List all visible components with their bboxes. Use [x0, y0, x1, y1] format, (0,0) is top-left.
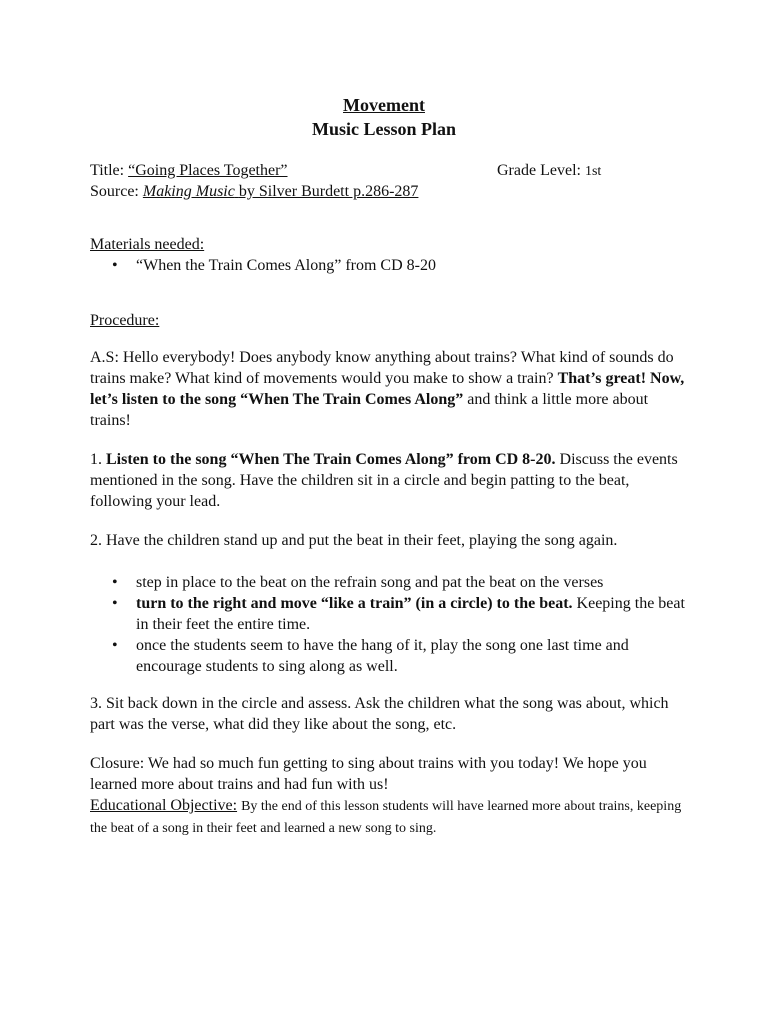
step-2: 2. Have the children stand up and put the beat in their feet, playing the song again. — [90, 532, 618, 549]
category-heading — [0, 94, 768, 116]
grade-label: Grade Level: — [497, 162, 581, 179]
as-text-part2: and think a little more about trains! — [90, 391, 649, 429]
step2-bullet-2: • — [112, 595, 118, 612]
step1-rest: Discuss the events mentioned in the song. Have the children sit in a circle and begin patting to the beat, following your lead. — [90, 451, 678, 510]
closure: Closure: We had so much fun getting to sing about trains with you today! We hope you learned more about trains and had fun with us! — [90, 755, 647, 793]
anticipatory-set — [90, 347, 690, 431]
step-3: 3. Sit back down in the circle and assess. Ask the children what the song was about, which part was the verse, what did they like about the song, etc. — [90, 695, 669, 733]
step1-number: 1. — [90, 451, 102, 468]
materials-bullet: • — [112, 257, 118, 274]
step2-item2-bold: turn to the right and move “like a train” (in a circle) to the beat. — [136, 595, 573, 612]
step2-item-3: once the students seem to have the hang of it, play the song one last time and encourage students to sing along as well. — [136, 637, 629, 675]
procedure-label: Procedure: — [90, 312, 160, 329]
grade-line — [497, 160, 601, 182]
title-line — [90, 160, 288, 181]
as-text-bold: That’s great! Now, let’s listen to the song “When The Train Comes Along” — [90, 370, 685, 408]
materials-item: “When the Train Comes Along” from CD 8-20 — [136, 257, 436, 274]
source-label: Source: — [90, 183, 139, 200]
title-value: “Going Places Together” — [128, 162, 288, 179]
step1-bold: Listen to the song “When The Train Comes Along” from CD 8-20. — [106, 451, 556, 468]
document-title: Music Lesson Plan — [311, 119, 457, 139]
as-text-part1: A.S: Hello everybody! Does anybody know anything about trains? What kind of sounds do trains make? What kind of movements would you make to show a train? — [90, 349, 674, 387]
source-rest: by Silver Burdett p.286-287 — [238, 183, 419, 200]
materials-label: Materials needed: — [90, 236, 205, 253]
objective-label: Educational Objective: — [90, 797, 238, 814]
source-line — [90, 181, 418, 202]
step-1 — [90, 449, 690, 512]
step2-item-2 — [136, 593, 686, 635]
source-book: Making Music — [142, 183, 235, 200]
step2-bullet-1: • — [112, 574, 118, 591]
objective-text: By the end of this lesson students will have learned more about trains, keeping the beat of a song in their feet and learned a new song to sing. — [90, 799, 682, 836]
category-text: Movement — [343, 95, 425, 115]
step2-bullet-3: • — [112, 637, 118, 654]
grade-value: 1st — [584, 164, 602, 179]
step2-item-1: step in place to the beat on the refrain song and pat the beat on the verses — [136, 574, 604, 591]
step2-item2-rest: Keeping the beat in their feet the entire time. — [136, 595, 685, 633]
title-label: Title: — [90, 162, 125, 179]
educational-objective — [90, 795, 690, 839]
